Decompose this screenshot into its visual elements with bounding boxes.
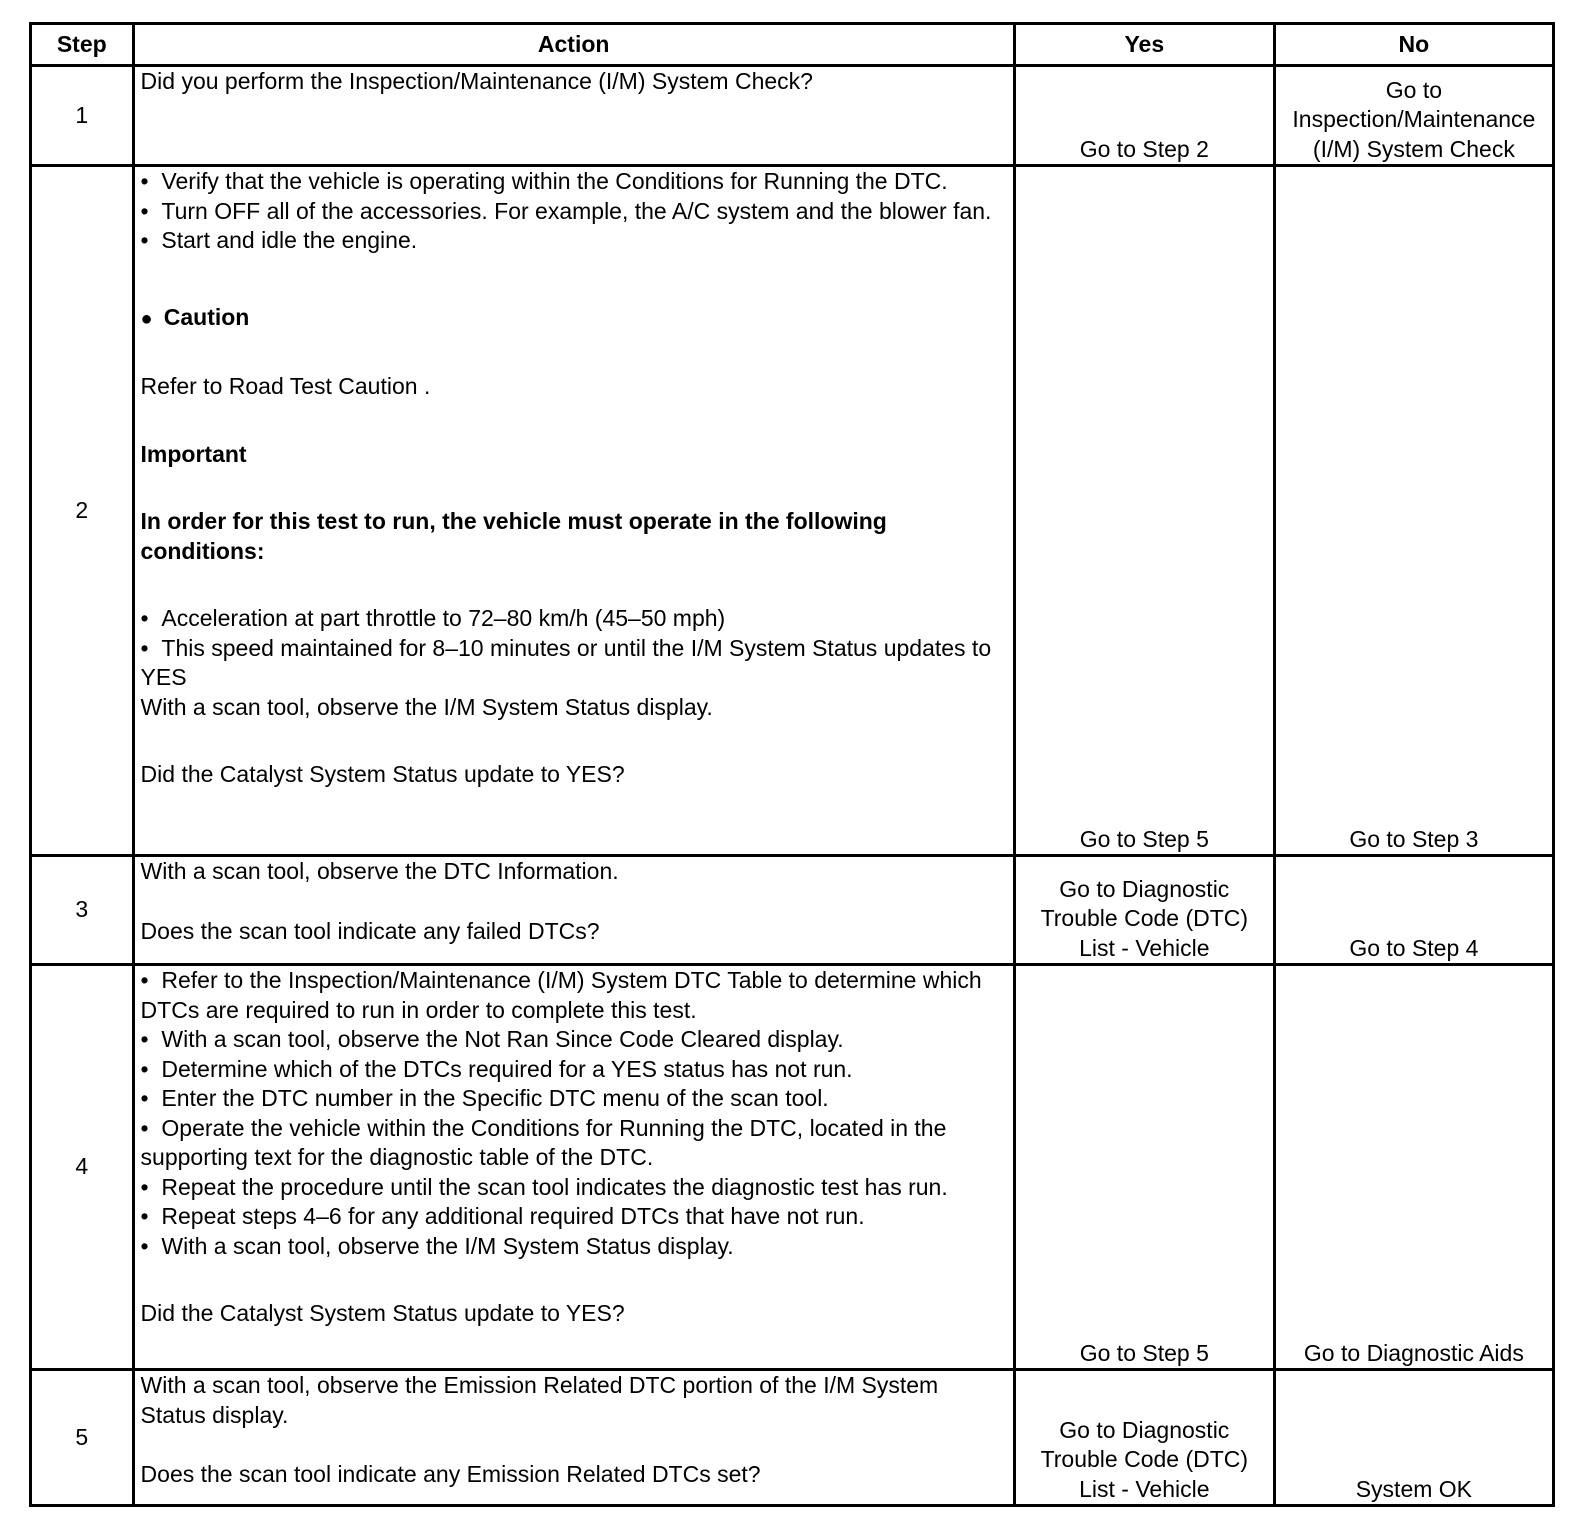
yes-result-line: Trouble Code (DTC) <box>1040 1446 1249 1472</box>
caution-text: Refer to Road Test Caution . <box>140 373 431 399</box>
important-text: In order for this test to run, the vehicle must operate in the following conditions: <box>140 508 887 564</box>
step-number: 4 <box>31 965 134 1370</box>
step-number: 3 <box>31 856 134 965</box>
action-instruction: With a scan tool, observe the DTC Information. <box>140 858 619 884</box>
no-result: Go to Step 4 <box>1274 856 1553 965</box>
action-instruction: With a scan tool, observe the Emission Related DTC portion of the I/M System Status display. <box>140 1372 939 1428</box>
action-question: Does the scan tool indicate any Emission Related DTCs set? <box>140 1461 761 1487</box>
action-cell <box>133 965 1014 1370</box>
step-number: 5 <box>31 1370 134 1506</box>
no-result: Go to Step 3 <box>1274 166 1553 856</box>
table-row-step-4 <box>31 965 1554 1370</box>
action-bullet: • With a scan tool, observe the Not Ran Since Code Cleared display. <box>141 1025 1007 1055</box>
step-number: 2 <box>31 166 134 856</box>
yes-result-line: Trouble Code (DTC) <box>1040 905 1249 931</box>
table-row-step-3 <box>31 856 1554 965</box>
action-bullet: • Acceleration at part throttle to 72–80 km/h (45–50 mph) <box>141 604 1007 634</box>
action-question: Did the Catalyst System Status update to YES? <box>140 761 625 787</box>
yes-result-line: Go to Diagnostic <box>1059 1416 1230 1443</box>
table-row-step-2 <box>31 166 1554 856</box>
action-question: Did the Catalyst System Status update to YES? <box>140 1300 625 1326</box>
no-result-line: Inspection/Maintenance <box>1292 106 1536 132</box>
action-question: Does the scan tool indicate any failed DTCs? <box>140 917 600 944</box>
action-bullet: • Repeat the procedure until the scan tool indicates the diagnostic test has run. <box>141 1173 1007 1203</box>
header-action: Action <box>133 24 1014 66</box>
no-result <box>1274 66 1553 166</box>
yes-result-line: Go to Diagnostic <box>1059 875 1230 902</box>
yes-result: Go to Step 5 <box>1014 166 1274 856</box>
header-no: No <box>1274 24 1553 66</box>
action-bullet: • With a scan tool, observe the I/M System Status display. <box>141 1232 1007 1262</box>
action-cell <box>133 1370 1014 1506</box>
action-question: Did you perform the Inspection/Maintenance (I/M) System Check? <box>140 68 813 94</box>
action-cell <box>133 166 1014 856</box>
action-cell <box>133 66 1014 166</box>
header-yes: Yes <box>1014 24 1274 66</box>
diagnostic-table <box>29 22 1555 1507</box>
yes-result-line: List - Vehicle <box>1079 1475 1210 1502</box>
action-bullet: • Start and idle the engine. <box>141 226 1007 256</box>
no-result: System OK <box>1274 1370 1553 1506</box>
table-row-step-5 <box>31 1370 1554 1506</box>
header-step: Step <box>31 24 134 66</box>
action-bullet: • Refer to the Inspection/Maintenance (I/M) System DTC Table to determine which DTCs are required to run in order to complete this test. <box>141 966 1007 1025</box>
yes-result: Go to Step 5 <box>1014 965 1274 1370</box>
action-bullet: • Verify that the vehicle is operating within the Conditions for Running the DTC. <box>141 167 1007 197</box>
action-instruction: With a scan tool, observe the I/M System Status display. <box>140 693 713 720</box>
table-row-step-1 <box>31 66 1554 166</box>
yes-result <box>1014 856 1274 965</box>
action-bullet: • Determine which of the DTCs required for a YES status has not run. <box>141 1055 1007 1085</box>
action-bullet: • Turn OFF all of the accessories. For example, the A/C system and the blower fan. <box>141 197 1007 227</box>
step-number: 1 <box>31 66 134 166</box>
yes-result-line: List - Vehicle <box>1079 934 1210 961</box>
no-result-line: (I/M) System Check <box>1312 135 1515 162</box>
action-bullet: • This speed maintained for 8–10 minutes or until the I/M System Status updates to YES <box>141 634 1007 693</box>
action-cell <box>133 856 1014 965</box>
important-label: Important <box>140 440 247 467</box>
yes-result <box>1014 1370 1274 1506</box>
caution-label: ● Caution <box>141 303 1007 335</box>
header-row <box>31 24 1554 66</box>
action-bullet: • Enter the DTC number in the Specific DTC menu of the scan tool. <box>141 1084 1007 1114</box>
no-result-line: Go to <box>1385 76 1443 103</box>
action-bullet: • Repeat steps 4–6 for any additional required DTCs that have not run. <box>141 1202 1007 1232</box>
no-result: Go to Diagnostic Aids <box>1274 965 1553 1370</box>
action-bullet: • Operate the vehicle within the Conditions for Running the DTC, located in the supporting text for the diagnostic table of the DTC. <box>141 1114 1007 1173</box>
yes-result: Go to Step 2 <box>1014 66 1274 166</box>
